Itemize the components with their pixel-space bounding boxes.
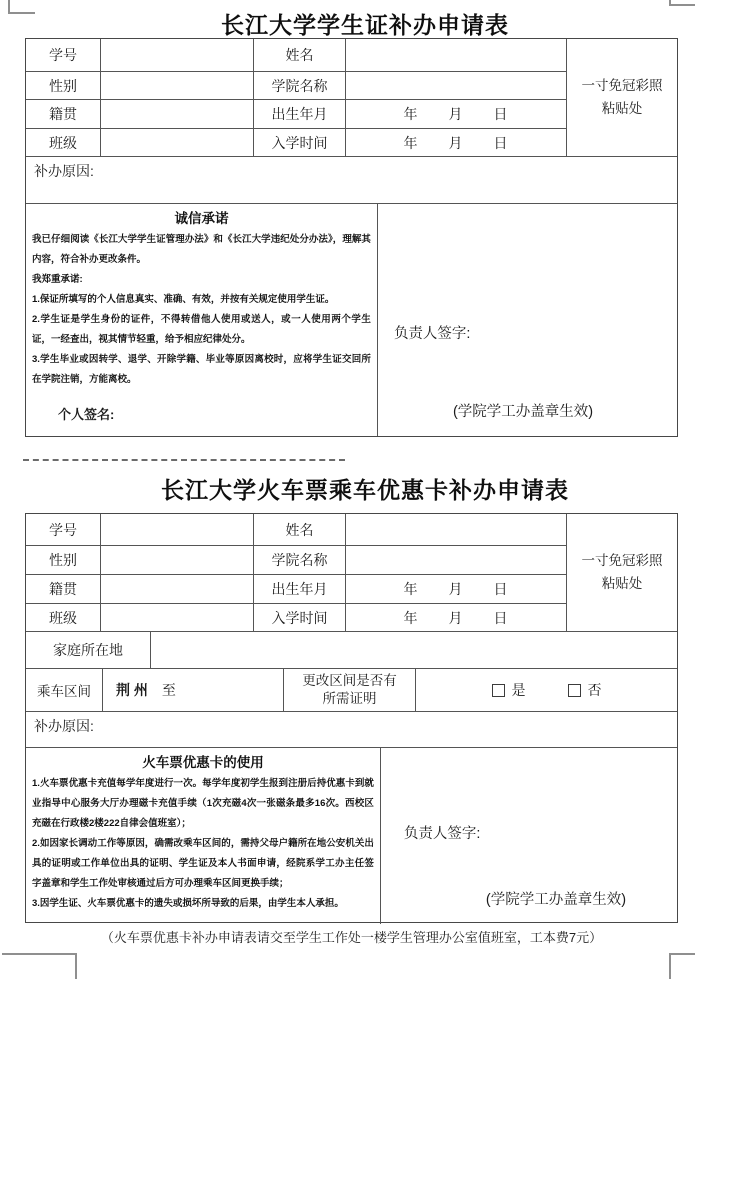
change-cert-line2: 所需证明 [322, 691, 377, 706]
name-value-cell[interactable] [346, 514, 566, 545]
student-id-label: 学号 [26, 39, 101, 71]
promise-paragraph: 我郑重承诺: [32, 274, 83, 285]
checkbox-no-label: 否 [587, 682, 602, 698]
class-label: 班级 [26, 604, 101, 631]
ride-section-label: 乘车区间 [26, 669, 103, 711]
photo-label-line2: 粘贴处 [601, 100, 643, 116]
personal-signature-label[interactable]: 个人签名: [58, 407, 115, 422]
gender-value-cell[interactable] [101, 72, 254, 99]
form2-title: 长江大学火车票乘车优惠卡补办申请表 [161, 477, 569, 503]
form1-title: 长江大学学生证补办申请表 [221, 12, 509, 38]
checkbox-no[interactable] [568, 684, 581, 697]
photo-paste-area [566, 39, 677, 156]
form2-approval-box [380, 748, 677, 924]
student-id-value-cell[interactable] [101, 514, 254, 545]
ride-route-cell[interactable] [103, 669, 284, 711]
crop-mark-top-right [669, 0, 695, 6]
crop-mark-bottom-left [2, 953, 77, 979]
class-value-cell[interactable] [101, 129, 254, 156]
birth-date-label: 出生年月 [254, 575, 346, 603]
form2-table [25, 513, 678, 923]
class-label: 班级 [26, 129, 101, 156]
form1-reason-cell[interactable] [26, 156, 677, 203]
student-id-value-cell[interactable] [101, 39, 254, 71]
promise-paragraph: 我已仔细阅读《长江大学学生证管理办法》和《长江大学违纪处分办法》，理解其内容，符合补办更改条件。 [32, 234, 371, 265]
usage-paragraph: 2.如因家长调动工作等原因，确需改乘车区间的，需持父母户籍所在地公安机关出具的证明或工作单位出具的证明、学生证及本人书面申请，经院系学工办主任签字盖章和学生工作处审核通过后方可办理乘车区间更换手续； [32, 838, 374, 889]
usage-paragraph: 3.因学生证、火车票优惠卡的遗失或损坏所导致的后果，由学生本人承担。 [32, 898, 344, 909]
name-label: 姓名 [254, 514, 346, 545]
photo-label-line2: 粘贴处 [601, 575, 643, 591]
class-value-cell[interactable] [101, 604, 254, 631]
enroll-time-value-cell[interactable]: 年 月 日 [403, 134, 509, 151]
change-cert-line1: 更改区间是否有 [302, 672, 397, 688]
form2-reason-label: 补办原因: [34, 718, 94, 734]
integrity-promise-box [26, 204, 377, 436]
name-value-cell[interactable] [346, 39, 566, 71]
form1-approval-box [377, 204, 677, 436]
stamp-note: (学院学工办盖章生效) [452, 404, 594, 420]
college-value-cell[interactable] [346, 546, 566, 574]
checkbox-yes[interactable] [492, 684, 505, 697]
birth-date-label: 出生年月 [254, 100, 346, 128]
usage-title: 火车票优惠卡的使用 [142, 755, 264, 770]
photo-paste-area [566, 514, 677, 631]
cert-choice-cell [416, 669, 677, 711]
ride-from-value: 荆 州 [116, 682, 148, 698]
home-location-value-cell[interactable] [151, 632, 677, 668]
change-cert-label [284, 669, 416, 711]
gender-label: 性别 [26, 72, 101, 99]
native-place-label: 籍贯 [26, 100, 101, 128]
manager-signature-label[interactable]: 负责人签字: [403, 826, 481, 842]
native-place-value-cell[interactable] [101, 100, 254, 128]
home-location-label: 家庭所在地 [26, 632, 151, 668]
name-label: 姓名 [254, 39, 346, 71]
form2-reason-cell[interactable] [26, 711, 677, 747]
usage-paragraph: 1.火车票优惠卡充值每学年度进行一次。每学年度初学生报到注册后持优惠卡到就业指导中心服务大厅办理磁卡充值手续（1次充磁4次一张磁条最多16次。西校区充磁在行政楼2楼222自律会值班室）； [32, 778, 374, 829]
gender-label: 性别 [26, 546, 101, 574]
form1-info-grid [26, 39, 566, 156]
promise-paragraph: 3.学生毕业或因转学、退学、开除学籍、毕业等原因离校时，应将学生证交回所在学院注销，方能离校。 [32, 354, 371, 385]
birth-date-value-cell[interactable]: 年 月 日 [403, 106, 509, 122]
discount-card-usage-box [26, 748, 380, 924]
ride-to-label: 至 [161, 682, 176, 698]
promise-paragraph: 2.学生证是学生身份的证件，不得转借他人使用或送人，或一人使用两个学生证，一经查出，视其情节轻重，给予相应纪律处分。 [32, 314, 371, 345]
college-label: 学院名称 [254, 546, 346, 574]
photo-label-line1: 一寸免冠彩照 [581, 553, 663, 569]
photo-label-line1: 一寸免冠彩照 [581, 78, 663, 94]
enroll-time-value-cell[interactable]: 年 月 日 [403, 609, 509, 626]
birth-date-value-cell[interactable]: 年 月 日 [403, 581, 509, 597]
form1-reason-label: 补办原因: [34, 163, 94, 179]
cut-line [23, 459, 345, 461]
checkbox-yes-label: 是 [511, 682, 526, 698]
native-place-label: 籍贯 [26, 575, 101, 603]
manager-signature-label[interactable]: 负责人签字: [393, 326, 471, 342]
promise-paragraph: 1.保证所填写的个人信息真实、准确、有效，并按有关规定使用学生证。 [32, 294, 335, 305]
footer-note: （火车票优惠卡补办申请表请交至学生工作处一楼学生管理办公室值班室，工本费7元） [100, 930, 603, 945]
crop-mark-bottom-right [669, 953, 695, 979]
enroll-time-label: 入学时间 [254, 129, 346, 156]
form1-table [25, 38, 678, 437]
college-label: 学院名称 [254, 72, 346, 99]
enroll-time-label: 入学时间 [254, 604, 346, 631]
form2-info-grid [26, 514, 566, 631]
promise-title: 诚信承诺 [174, 211, 229, 226]
college-value-cell[interactable] [346, 72, 566, 99]
student-id-label: 学号 [26, 514, 101, 545]
gender-value-cell[interactable] [101, 546, 254, 574]
native-place-value-cell[interactable] [101, 575, 254, 603]
stamp-note: (学院学工办盖章生效) [485, 892, 627, 908]
